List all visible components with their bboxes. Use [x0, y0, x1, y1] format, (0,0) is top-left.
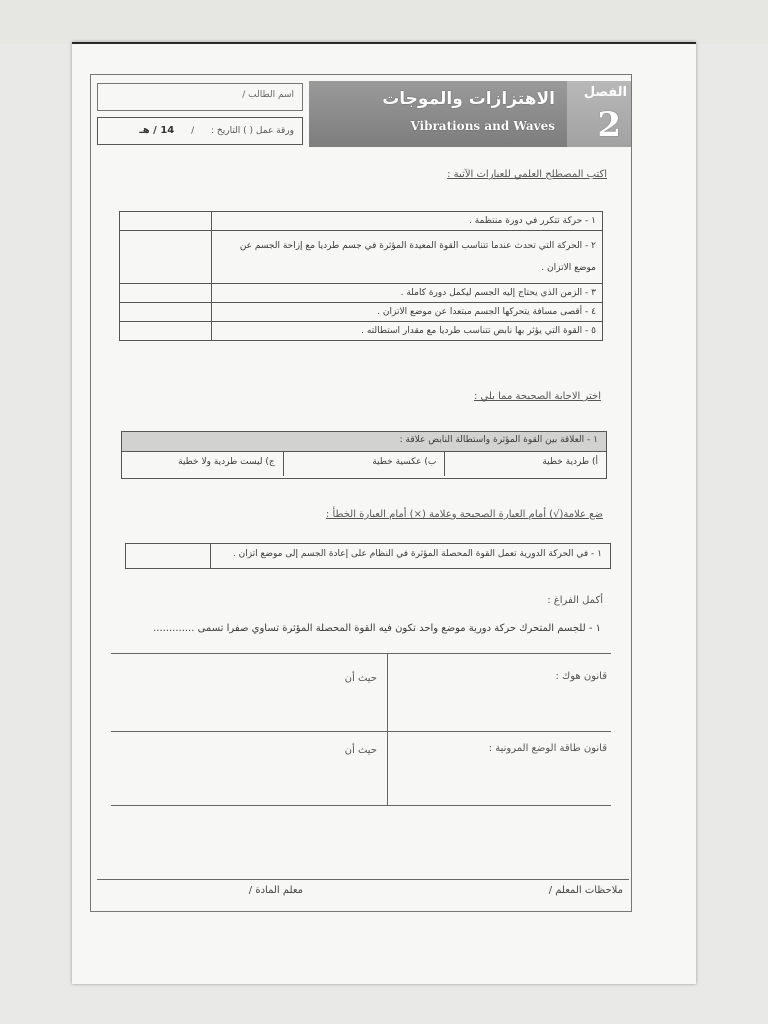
- mcq-option-c[interactable]: ج) ليست طردية ولا خطية: [178, 457, 275, 467]
- truefalse-box: [125, 543, 611, 569]
- term-answer-cell[interactable]: [120, 212, 212, 231]
- table-row: [120, 322, 603, 341]
- worksheet-label: ورقة عمل (: [249, 126, 294, 136]
- student-info: [97, 83, 303, 147]
- section-fill-instruction: أكمل الفراغ :: [547, 595, 603, 606]
- divider: [97, 879, 629, 880]
- terms-table: [119, 211, 603, 341]
- date-label: ) التاريخ :: [211, 126, 247, 136]
- chapter-title-english: Vibrations and Waves: [410, 119, 555, 133]
- divider: [111, 653, 611, 654]
- title-band: [309, 81, 567, 147]
- elastic-where-label: حيث أن: [344, 745, 377, 756]
- mcq-box: [121, 431, 607, 479]
- term-question: ٣ - الزمن الذي يحتاج إليه الجسم ليكمل دورة كاملة .: [212, 284, 603, 303]
- term-answer-cell[interactable]: [120, 322, 212, 341]
- table-row: [120, 303, 603, 322]
- mcq-options: [122, 452, 606, 476]
- elastic-energy-law-label: قانون طاقة الوضع المرونية :: [488, 743, 607, 754]
- chapter-label: الفصل: [583, 85, 627, 100]
- date-separator: /: [191, 126, 195, 136]
- divider: [387, 653, 388, 805]
- truefalse-mark-cell[interactable]: [126, 544, 210, 568]
- term-answer-cell[interactable]: [120, 284, 212, 303]
- mcq-option-b[interactable]: ب) عكسية خطية: [283, 452, 445, 476]
- scan-background-top: [0, 0, 768, 44]
- subject-teacher-label: معلم المادة /: [248, 885, 303, 896]
- term-question: ٤ - أقصى مسافة يتحركها الجسم مبتعدا عن موضع الاتزان .: [212, 303, 603, 322]
- student-name-field: اسم الطالب /: [97, 83, 303, 111]
- mcq-question: ١ - العلاقة بين القوة المؤثرة واستطالة النابض علاقة :: [122, 432, 606, 452]
- hijri-year: 14 / هـ: [139, 125, 175, 136]
- chapter-title-arabic: الاهتزازات والموجات: [382, 89, 555, 109]
- truefalse-statement: ١ - في الحركة الدورية تعمل القوة المحصلة المؤثرة في النظام على إعادة الجسم إلى موضع اتزان .: [210, 544, 610, 568]
- chapter-number: 2: [597, 105, 621, 145]
- worksheet-page: [72, 42, 696, 984]
- section-mcq-instruction: اختر الاجابة الصحيحة مما يلي :: [473, 391, 601, 402]
- worksheet-header: [91, 81, 629, 157]
- fill-blank-statement: ١ - للجسم المتحرك حركة دورية موضع واحد تكون فيه القوة المحصلة المؤثرة تساوي صفرا تسمى .............: [153, 623, 601, 634]
- divider: [111, 805, 611, 806]
- section-truefalse-instruction: ضع علامة(√) أمام العبارة الصحيحة وعلامة (×) أمام العبارة الخطأ :: [325, 509, 603, 520]
- teacher-notes-label: ملاحظات المعلم /: [548, 885, 623, 896]
- worksheet-date-field: [97, 117, 303, 145]
- table-row: [120, 212, 603, 231]
- hooke-where-label: حيث أن: [344, 673, 377, 684]
- chapter-tab: [567, 81, 631, 147]
- term-question: ٢ - الحركة التي تحدث عندما تتناسب القوة المعيدة المؤثرة في جسم طرديا مع إزاحة الجسم عن موضع الاتزان .: [212, 231, 603, 284]
- worksheet-frame: [90, 74, 632, 912]
- divider: [111, 731, 611, 732]
- term-question: ٥ - القوة التي يؤثر بها نابض تتناسب طرديا مع مقدار استطالته .: [212, 322, 603, 341]
- term-question: ١ - حركة تتكرر في دورة منتظمة .: [212, 212, 603, 231]
- term-answer-cell[interactable]: [120, 231, 212, 284]
- table-row: [120, 284, 603, 303]
- term-answer-cell[interactable]: [120, 303, 212, 322]
- table-row: [120, 231, 603, 284]
- section-terms-instruction: اكتب المصطلح العلمي للعبارات الآتية :: [447, 169, 607, 180]
- hooke-law-label: قانون هوك :: [555, 671, 607, 682]
- mcq-option-a[interactable]: أ) طردية خطية: [444, 452, 606, 476]
